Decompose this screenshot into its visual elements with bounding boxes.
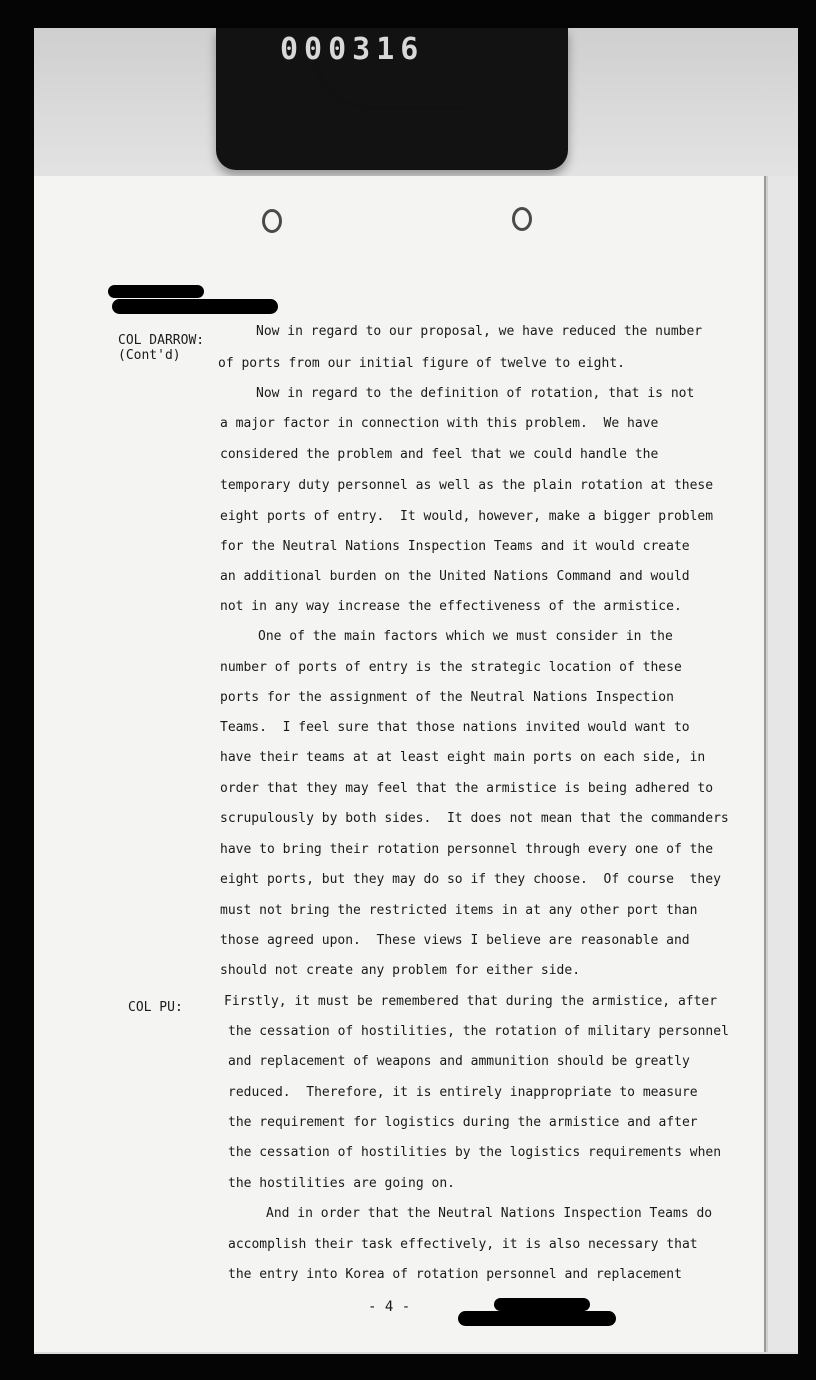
text-line: Now in regard to the definition of rotation, that is not: [256, 386, 695, 401]
text-line: number of ports of entry is the strategic location of these: [220, 660, 682, 675]
text-line: have their teams at at least eight main ports on each side, in: [220, 750, 706, 765]
speaker-label-contd: (Cont'd): [118, 348, 181, 363]
text-line: those agreed upon. These views I believe are reasonable and: [220, 933, 690, 948]
text-line: eight ports, but they may do so if they choose. Of course they: [220, 872, 721, 887]
punch-hole-right: [512, 207, 532, 231]
text-line: of ports from our initial figure of twelve to eight.: [218, 356, 625, 371]
text-line: for the Neutral Nations Inspection Teams and it would create: [220, 539, 690, 554]
text-line: accomplish their task effectively, it is also necessary that: [228, 1237, 698, 1252]
punch-hole-left: [262, 209, 282, 233]
page-number: - 4 -: [368, 1299, 411, 1315]
text-line: the hostilities are going on.: [228, 1176, 455, 1191]
text-line: Now in regard to our proposal, we have reduced the number: [256, 324, 703, 339]
text-line: order that they may feel that the armistice is being adhered to: [220, 781, 714, 796]
speaker-label-pu: COL PU:: [128, 1000, 183, 1015]
redaction-bar-2: [112, 299, 278, 314]
text-line: the entry into Korea of rotation personnel and replacement: [228, 1267, 682, 1282]
text-line: an additional burden on the United Nations Command and would: [220, 569, 690, 584]
text-line: should not create any problem for either side.: [220, 963, 581, 978]
text-line: must not bring the restricted items in at any other port than: [220, 903, 698, 918]
text-line: have to bring their rotation personnel through every one of the: [220, 842, 714, 857]
text-line: reduced. Therefore, it is entirely inappropriate to measure: [228, 1085, 698, 1100]
text-line: considered the problem and feel that we could handle the: [220, 447, 659, 462]
redaction-bar-1: [108, 285, 204, 298]
text-line: And in order that the Neutral Nations Inspection Teams do: [266, 1206, 713, 1221]
text-line: the cessation of hostilities by the logistics requirements when: [228, 1145, 722, 1160]
text-line: the requirement for logistics during the armistice and after: [228, 1115, 698, 1130]
text-line: not in any way increase the effectiveness of the armistice.: [220, 599, 682, 614]
text-line: temporary duty personnel as well as the plain rotation at these: [220, 478, 714, 493]
speaker-label-darrow: COL DARROW:: [118, 333, 205, 348]
frame-stamp: 000316: [280, 32, 425, 67]
text-line: a major factor in connection with this problem. We have: [220, 416, 659, 431]
text-line: Firstly, it must be remembered that during the armistice, after: [224, 994, 718, 1009]
redaction-bar-4: [458, 1311, 616, 1326]
text-line: scrupulously by both sides. It does not mean that the commanders: [220, 811, 729, 826]
text-line: One of the main factors which we must consider in the: [258, 629, 673, 644]
text-line: and replacement of weapons and ammunition should be greatly: [228, 1054, 690, 1069]
sheet-edge: [764, 176, 798, 1352]
text-line: eight ports of entry. It would, however, make a bigger problem: [220, 509, 714, 524]
text-line: the cessation of hostilities, the rotation of military personnel: [228, 1024, 729, 1039]
text-line: ports for the assignment of the Neutral Nations Inspection: [220, 690, 674, 705]
text-line: Teams. I feel sure that those nations invited would want to: [220, 720, 690, 735]
redaction-bar-3: [494, 1298, 590, 1311]
